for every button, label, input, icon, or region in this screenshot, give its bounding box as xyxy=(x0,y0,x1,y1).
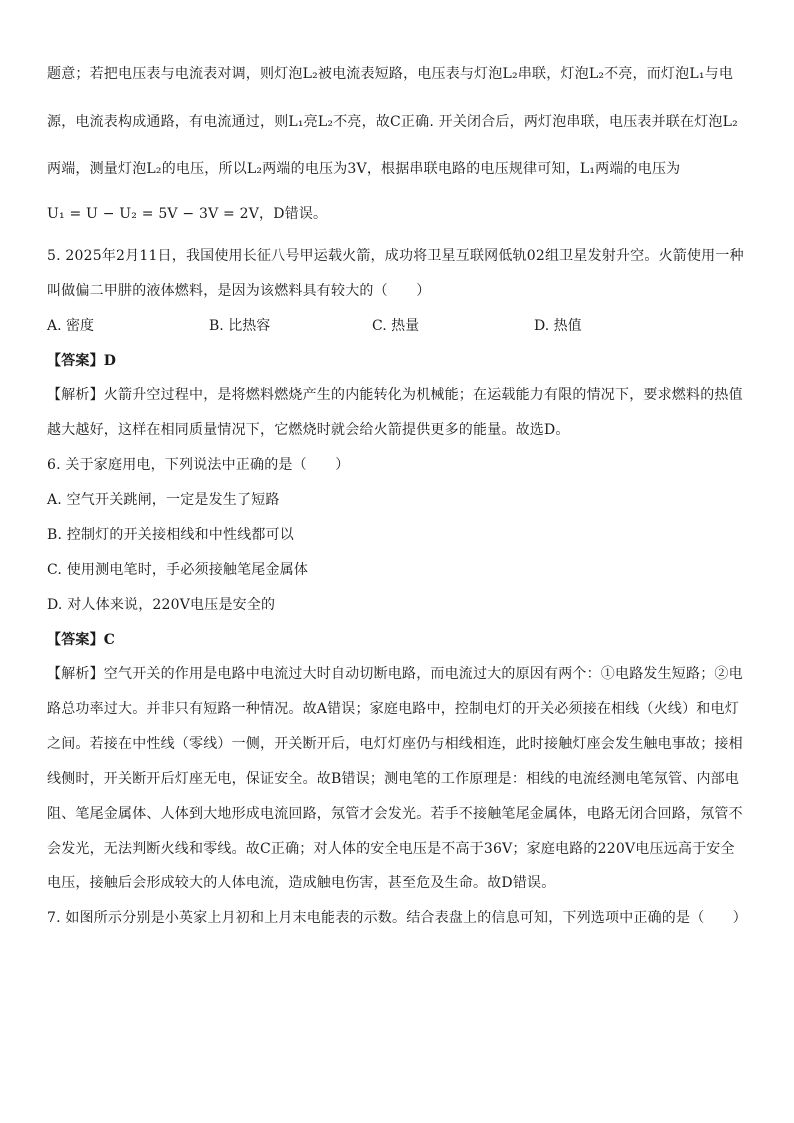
q6-option-c: C. 使用测电笔时，手必须接触笔尾金属体 xyxy=(47,562,309,578)
prev-analysis-line-2: 源，电流表构成通路，有电流通过，则L₁亮L₂不亮，故C正确. 开关闭合后，两灯泡串联，电压表并联在灯泡L₂ xyxy=(47,114,738,130)
prev-analysis-line-3: 两端，测量灯泡L₂的电压，所以L₂两端的电压为3V，根据串联电路的电压规律可知，L₁两端的电压为 xyxy=(47,161,681,177)
q6-analysis-line-6: 会发光，无法判断火线和零线。故C正确；对人体的安全电压是不高于36V；家庭电路的220V电压远高于安全 xyxy=(47,841,735,857)
q6-analysis-line-1: 【解析】空气开关的作用是电路中电流过大时自动切断电路，而电流过大的原因有两个：①电路发生短路；②电 xyxy=(47,666,743,682)
q6-option-d: D. 对人体来说，220V电压是安全的 xyxy=(47,597,276,613)
q5-option-b: B. 比热容 xyxy=(209,318,271,334)
q6-analysis-line-4: 线侧时，开关断开后灯座无电，保证安全。故B错误；测电笔的工作原理是：相线的电流经测电笔氖管、内部电 xyxy=(47,771,740,787)
q6-analysis-line-7: 电压，接触后会形成较大的人体电流，造成触电伤害，甚至危及生命。故D错误。 xyxy=(47,875,556,891)
q5-analysis-line-2: 越大越好，这样在相同质量情况下，它燃烧时就会给火箭提供更多的能量。故选D。 xyxy=(47,422,570,438)
q5-stem-line-1: 5. 2025年2月11日，我国使用长征八号甲运载火箭，成功将卫星互联网低轨02组卫星发射升空。火箭使用一种 xyxy=(47,248,744,264)
prev-analysis-line-4 xyxy=(47,203,327,223)
q6-stem: 6. 关于家庭用电，下列说法中正确的是（ ） xyxy=(47,457,350,473)
q6-option-b: B. 控制灯的开关接相线和中性线都可以 xyxy=(47,527,294,543)
q6-answer: 【答案】C xyxy=(47,632,116,648)
q5-option-a: A. 密度 xyxy=(47,318,95,334)
voltage-formula: U₁ = U − U₂ = 5V − 3V = 2V xyxy=(47,206,260,222)
q5-answer: 【答案】D xyxy=(47,353,117,369)
q5-option-c: C. 热量 xyxy=(372,318,420,334)
q6-analysis-line-5: 阻、笔尾金属体、人体到大地形成电流回路，氖管才会发光。若手不接触笔尾金属体，电路无闭合回路，氖管不 xyxy=(47,806,743,822)
q5-option-d: D. 热值 xyxy=(534,318,582,334)
q5-analysis-line-1: 【解析】火箭升空过程中，是将燃料燃烧产生的内能转化为机械能；在运载能力有限的情况下，要求燃料的热值 xyxy=(47,387,743,403)
q5-stem-line-2: 叫做偏二甲肼的液体燃料，是因为该燃料具有较大的（ ） xyxy=(47,283,431,299)
q6-option-a: A. 空气开关跳闸，一定是发生了短路 xyxy=(47,492,280,508)
q7-stem: 7. 如图所示分别是小英家上月初和上月末电能表的示数。结合表盘上的信息可知，下列选项中正确的是（ ） xyxy=(47,910,748,926)
prev-analysis-line-1: 题意；若把电压表与电流表对调，则灯泡L₂被电流表短路，电压表与灯泡L₂串联，灯泡L₂不亮，而灯泡L₁与电 xyxy=(47,66,734,82)
prev-analysis-conclusion: ，D错误。 xyxy=(259,206,328,222)
q6-analysis-line-3: 之间。若接在中性线（零线）一侧，开关断开后，电灯灯座仍与相线相连，此时接触灯座会发生触电事故；接相 xyxy=(47,736,743,752)
q6-analysis-line-2: 路总功率过大。并非只有短路一种情况。故A错误；家庭电路中，控制电灯的开关必须接在相线（火线）和电灯 xyxy=(47,701,739,717)
